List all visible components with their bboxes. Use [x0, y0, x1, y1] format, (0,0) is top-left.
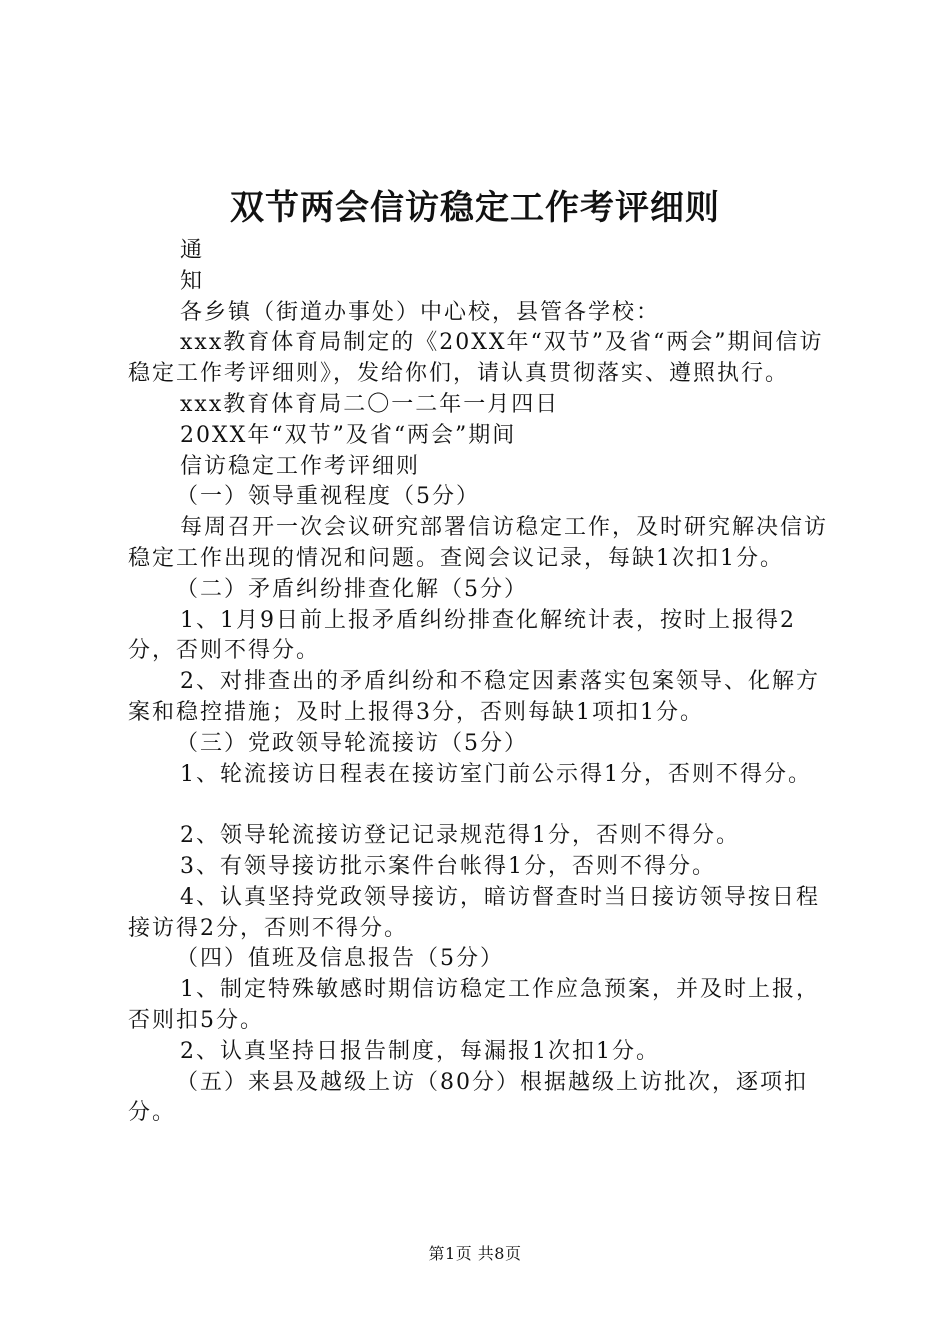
section-3-item-4: 4、认真坚持党政领导接访，暗访督查时当日接访领导按日程接访得2分，否则不得分。 — [128, 884, 820, 941]
section-2-item-1: 1、1月9日前上报矛盾纠纷排查化解统计表，按时上报得2分，否则不得分。 — [128, 607, 796, 664]
intro-paragraph: xxx教育体育局制定的《20XX年“双节”及省“两会”期间信访稳定工作考评细则》，发给你们，请认真贯彻落实、遵照执行。 — [128, 330, 824, 387]
addressee-line: 各乡镇（街道办事处）中心校，县管各学校： — [180, 299, 661, 325]
page-number: 第1页 共8页 — [428, 1244, 522, 1263]
section-heading-5: （五）来县及越级上访（80分）根据越级上访批次，逐项扣分。 — [128, 1069, 808, 1126]
section-4-item-2: 2、认真坚持日报告制度，每漏报1次扣1分。 — [180, 1038, 660, 1064]
notice-char-2: 知 — [180, 268, 205, 294]
section-1-paragraph: 每周召开一次会议研究部署信访稳定工作，及时研究解决信访稳定工作出现的情况和问题。查阅会议记录，每缺1次扣1分。 — [128, 515, 829, 571]
section-3-item-2: 2、领导轮流接访登记记录规范得1分，否则不得分。 — [180, 823, 740, 849]
blank-line — [128, 790, 843, 821]
section-3-item-3: 3、有领导接访批示案件台帐得1分，否则不得分。 — [180, 853, 716, 879]
section-heading-1: （一）领导重视程度（5分） — [176, 484, 480, 510]
section-heading-4: （四）值班及信息报告（5分） — [176, 946, 504, 972]
document-title: 双节两会信访稳定工作考评细则 — [230, 188, 720, 228]
section-3-item-1: 1、轮流接访日程表在接访室门前公示得1分，否则不得分。 — [180, 761, 812, 787]
section-4-item-1: 1、制定特殊敏感时期信访稳定工作应急预案，并及时上报，否则扣5分。 — [128, 977, 820, 1033]
section-heading-3: （三）党政领导轮流接访（5分） — [176, 730, 528, 756]
subtitle-line-2: 信访稳定工作考评细则 — [180, 453, 421, 479]
document-body — [128, 236, 843, 1129]
notice-char-1: 通 — [180, 238, 205, 263]
subtitle-line-1: 20XX年“双节”及省“两会”期间 — [180, 422, 517, 448]
issuer-date-line: xxx教育体育局二〇一二年一月四日 — [180, 391, 560, 417]
section-2-item-2: 2、对排查出的矛盾纠纷和不稳定因素落实包案领导、化解方案和稳控措施；及时上报得3分，否则每缺1项扣1分。 — [128, 669, 820, 725]
section-heading-2: （二）矛盾纠纷排查化解（5分） — [176, 576, 528, 602]
